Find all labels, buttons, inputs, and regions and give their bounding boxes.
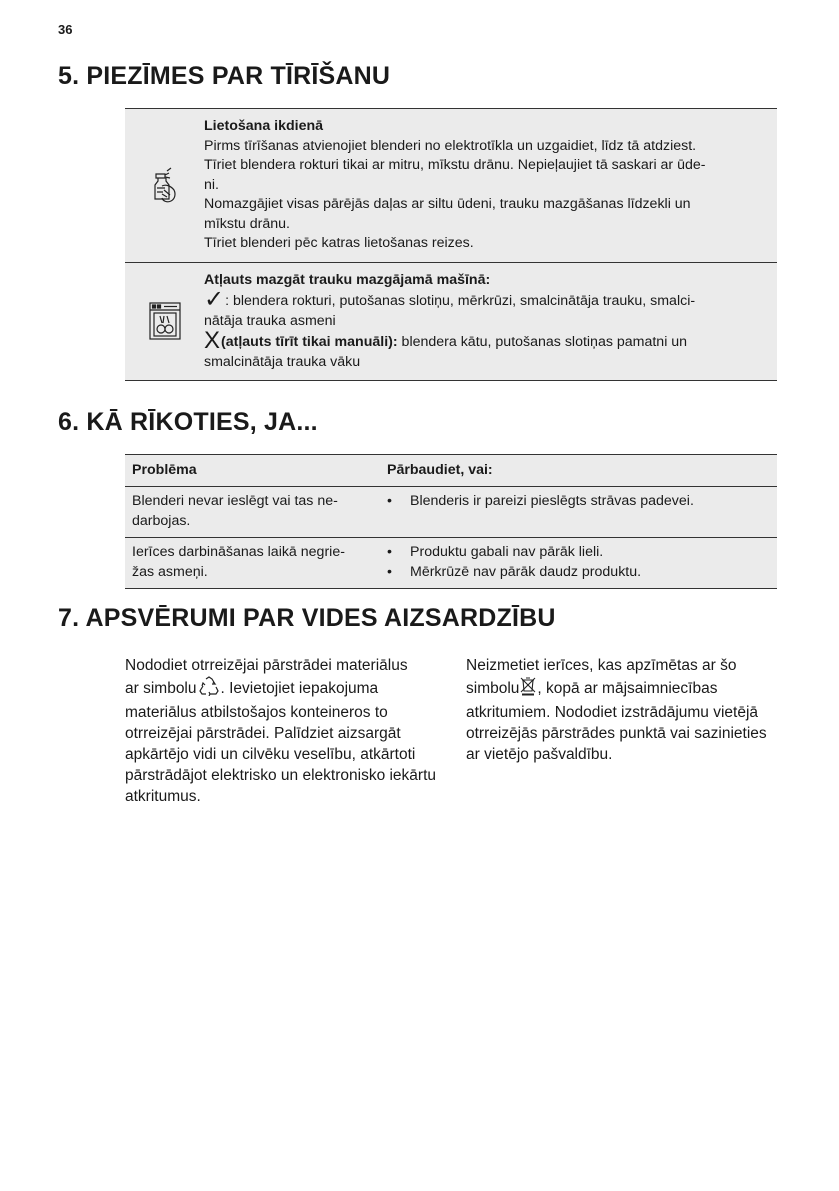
list-item [383,563,769,583]
problem-text: žas asmeņi. [132,563,208,580]
cleaning-notes-table [125,108,777,381]
table-row [125,538,777,589]
cross-mark-icon: X [204,327,221,354]
problem-text: Ierīces darbināšanas laikā negrie- [132,544,345,560]
recycling-text: . Ievietojiet iepakojuma [220,680,379,697]
problem-cell [125,492,383,531]
list-item [383,492,769,512]
check-cell [383,492,777,531]
daily-use-text [204,109,777,262]
daily-use-line: Pirms tīrīšanas atvienojiet blenderi no elektrotīkla un uzgaidiet, līdz tā atdziest. [204,137,697,154]
dishwasher-manual-cont: smalcinātāja trauka vāku [204,353,361,370]
table-header [125,455,777,487]
bullet-icon: • [387,544,392,560]
table-row [125,487,777,538]
check-mark-icon: ✓ [204,286,225,313]
daily-use-line: mīkstu drānu. [204,215,290,232]
recycle-icon [198,676,220,702]
dishwasher-icon [149,302,181,340]
recycling-text: materiālus atbilstošajos konteineros to otrreizējai pārstrādei. Palīdziet aizsargāt apkārtējo vidi un cilvēku veselību, atkārtoti pārstrādājot elektrisko un elektronisko iekārtu atkritumus. [125,704,437,805]
recycling-paragraph [125,655,447,807]
bullet-icon: • [387,493,392,509]
crossed-bin-icon [520,676,536,702]
dishwasher-allowed-cont: nātāja trauka asmeni [204,312,336,329]
problem-text: Blenderi nevar ieslēgt vai tas ne- [132,493,338,509]
disposal-text: simbolu [466,680,520,697]
dishwasher-icon-cell [125,263,204,381]
problem-cell [125,543,383,582]
disposal-text: atkritumiem. Nododiet izstrādājumu vietējā otrreizējās pārstrādes punktā vai sazinieties ar vietējo pašvaldību. [466,704,767,763]
daily-use-title: Lietošana ikdienā [204,118,324,134]
daily-use-line: Tīriet blendera rokturi tikai ar mitru, mīkstu drānu. Nepieļaujiet tā saskari ar ūde- [204,157,706,173]
dishwasher-allowed-text: : blendera rokturi, putošanas slotiņu, mērkrūzi, smalcinātāja trauku, smalci- [225,293,696,309]
daily-use-line: ni. [204,176,219,193]
problem-text: darbojas. [132,512,191,529]
check-text: Produktu gabali nav pārāk lieli. [410,544,604,560]
spray-bottle-hand-icon [150,166,180,204]
dishwasher-manual-text: blendera kātu, putošanas slotiņas pamatni un [397,334,688,350]
disposal-paragraph [466,655,776,765]
recycling-text: ar simbolu [125,680,197,697]
column-header-check: Pārbaudiet, vai: [387,461,493,478]
column-header-problem: Problēma [132,461,197,478]
dishwasher-text [204,263,777,381]
disposal-text: , kopā ar mājsaimniecības [537,680,718,697]
check-text: Blenderis ir pareizi pieslēgts strāvas padevei. [410,493,694,509]
dishwasher-allowed [204,286,769,313]
bullet-icon: • [387,563,392,580]
section-7-heading: 7. APSVĒRUMI PAR VIDES AIZSARDZĪBU [58,604,556,632]
daily-use-line: Nomazgājiet visas pārējās daļas ar siltu ūdeni, trauku mazgāšanas līdzekli un [204,196,691,212]
section-5-heading: 5. PIEZĪMES PAR TĪRĪŠANU [58,62,391,90]
troubleshooting-table [125,454,777,589]
dishwasher-row [125,262,777,381]
dishwasher-manual [204,327,769,354]
manual-only-label: (atļauts tīrīt tikai manuāli): [221,334,398,350]
daily-use-line: Tīriet blenderi pēc katras lietošanas reizes. [204,235,474,251]
dishwasher-title: Atļauts mazgāt trauku mazgājamā mašīnā: [204,271,491,288]
check-cell [383,543,777,582]
section-6-heading: 6. KĀ RĪKOTIES, JA... [58,408,318,436]
disposal-text: Neizmetiet ierīces, kas apzīmētas ar šo [466,657,737,674]
daily-use-row [125,109,777,262]
recycling-text: Nododiet otrreizējai pārstrādei materiālus [125,657,408,674]
check-text: Mērkrūzē nav pārāk daudz produktu. [410,563,642,580]
daily-use-icon-cell [125,109,204,262]
list-item [383,543,769,563]
page-number: 36 [58,22,73,37]
